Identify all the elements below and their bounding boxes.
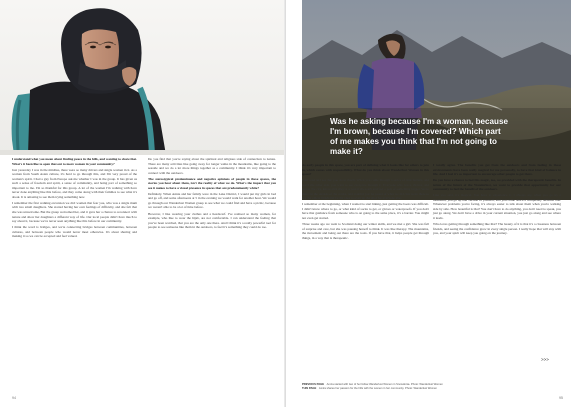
pull-quote: Was he asking because I'm a woman, because I'm brown, because I'm covered? Which part of me makes you think that I'm not going to make it? bbox=[330, 117, 508, 157]
paragraph: I did read and see that you do so much. When you come through a series of dark tunnels, and reach the other side, you want to see everyone through it. Everyone who loves, thrives, and leaves the city, knows that they're a part of the team and feel a part of something bigger. We're there on the outside of the centre, and couldn't just be proud of what we did, but we're there to see the others finish and be the ones to open up the door for everyone else. bbox=[302, 178, 429, 201]
paragraph: Like you said, it's magical. You have to experience it. I always say, when you go up a mountain, you go up one version of yourself, and you come down a completely different one. Whenever problems you're facing, it's always easier to talk about them when you're walking side by side. How beautiful is that? You don't have to do anything, you don't need to speak, you just go along. We don't have a drive in your current situation, you just go along and see where it leads. bbox=[433, 193, 561, 221]
photo-captions bbox=[302, 383, 552, 390]
caption bbox=[302, 387, 552, 391]
paragraph: Three weeks ago we went to Scotland doing our winter skills, and we met a girl. She was full of surprise and care, but she was pausing herself to think. It was like therapy. The mountains, the movement and being out there are the tools. If you have that, it helps people get through things, in a way that is therapeutic. bbox=[302, 222, 429, 240]
paragraph: However, I like wearing your clothes and a headscarf. I've realised so many women, for example, who like to wear the hijab, are not comfortable. I can understand the feeling that you've been watched, that you are the only one there. And I think it's a really powerful tool for people to see someone like them in the outdoors, to feel it's something they could do too. bbox=[148, 211, 276, 230]
page-number-left: 94 bbox=[12, 396, 16, 400]
paragraph: I remember the first walking excursion we did: women that fear you, who was a single mum with two small daughters. She started having her own feelings of difficulty, and she felt that she was unwelcome. But the group welcomed her, and it gave her a chance to reconnect with nature and show her daughters a different way of life. Our local people didn't have much to say about it, because we've never seen anything like this before in our community. bbox=[12, 200, 137, 224]
paragraph: As early people in this space, you are part of defining what it looks like for others to join in, which comes with responsibility. What do you think about Wanderlust Women in this space? bbox=[302, 163, 429, 177]
left-page-column-1 bbox=[12, 157, 137, 240]
paragraph: The stereotypical predominance and negative opinions of people in these spaces, the stories you hear about them, isn't the reality of what we do. What's the impact that you see it makes to have a visual presence in spaces that are predominantly white? bbox=[148, 176, 276, 190]
paragraph: Who loves getting through something like that? The beauty of it is that it's a closeness between friends, and seeing the confidence grow in every single person. I really hope that will stay with you, and your spirit will keep you going on the journey. bbox=[433, 222, 561, 236]
paragraph: I understand what you mean about finding peace in the hills, and wanting to share that. What's it been like to open that out to more women in your community? bbox=[12, 157, 137, 166]
right-page-column-2 bbox=[433, 163, 561, 237]
paragraph: I remember at the beginning, when I wanted to start hiking, just getting the boots was difficult. I didn't know where to go, or what kind of socks to get, or gloves or waterproofs. If you don't have that guidance from someone who is on going to the same place, it's a barrier. You might not even get started. bbox=[302, 202, 429, 221]
right-page-column-1 bbox=[302, 163, 429, 242]
caption-label: THIS PAGE bbox=[302, 386, 317, 390]
paragraph: I think the word is bridges, and we're connecting bridges between communities, between cultures, and between people who would never meet otherwise. It's about sharing and making it so we can be accepted and feel valued. bbox=[12, 225, 137, 239]
left-page-column-2 bbox=[148, 157, 276, 231]
paragraph: I totally agree. The benefits you get from the outdoors and from feeling in those environments have been really magical for me personally, to have that kind of balance in life. And I feel it's so important to encourage other people to get there. bbox=[433, 163, 561, 177]
left-page bbox=[0, 0, 285, 407]
paragraph: Do you find that you're saying about the spiritual and religious side of connection to nature. There are many activities like going away for longer walks in the mountains, like going to the seaside and we do a lot more things together as a community. I think it's very important to connect with the outdoors. bbox=[148, 157, 276, 175]
caption-text: Amira started with two of her fellow Wanderlust Women in Snowdonia. Photo: Wanderlust Women bbox=[326, 383, 443, 386]
caption-label: PREVIOUS PAGE bbox=[302, 383, 325, 386]
page-number-right: 95 bbox=[559, 396, 563, 400]
paragraph: Do you have a chance to feel this magic, too, we provided with the therapeutic benefits. In terms of the future of the Wanderlust, we want to provide that opportunity for our community to feel the benefit of the outdoors. bbox=[433, 178, 561, 192]
woman-with-headscarf-and-backpack-photo bbox=[0, 0, 285, 155]
continue-arrows: >>> bbox=[541, 357, 549, 362]
paragraph: Just yesterday I was in the minibus, there were so many drivers and single women in it. As a woman from South Asian culture, it's hard to go through this, and I'm very proud of the women's spirit. I had a guy from Europe ask me whether I was in the group. It has given us such a sense of freedom and spirit, a sense of community, and being part of something so important to me. I'm so thankful for this group. A lot of the women I'm walking with have never done anything like this before, and they come along with their families to see what it's about. It is amazing to see them trying something new. bbox=[12, 167, 137, 199]
paragraph: Definitely. When Annie and her family were in the Lake District, I would put my girls in bed and go off, and some afternoons at 5 in the evening we would walk for another hour. We would go through our Wanderlust Women group to see what we could find and have a picnic, because we weren't able to be a lot of time before. bbox=[148, 191, 276, 210]
caption-text: Amira shares her passion for the hills with the women in her community. Photo: Wanderlust Women bbox=[318, 386, 438, 390]
